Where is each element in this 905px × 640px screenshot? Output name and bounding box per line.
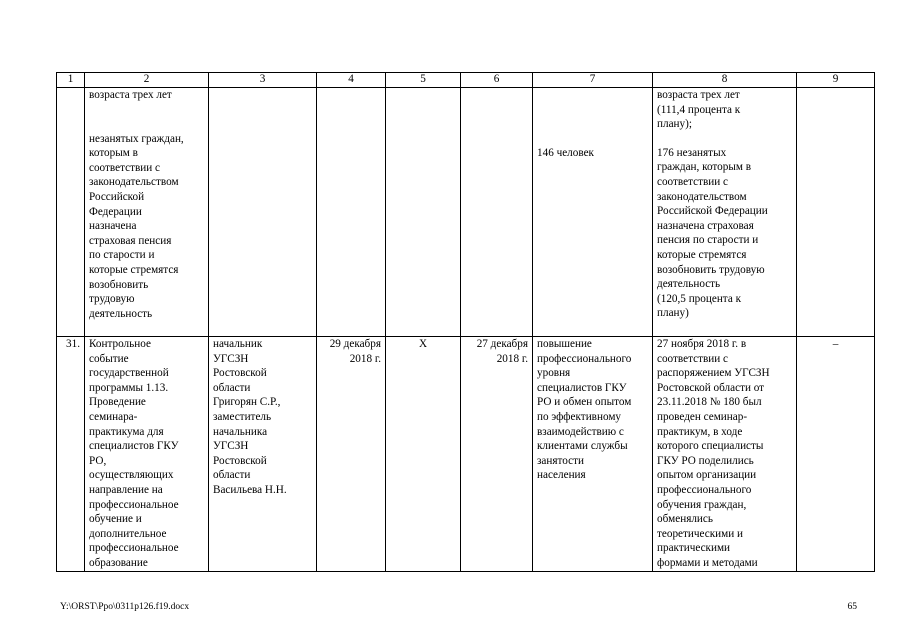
cell-text: 27 ноября 2018 г. в соответствии с распоряжением УГСЗН Ростовской области от 23.11.2018 № 180 был проведен семинар- практикум, в ходе которого специалисты ГКУ РО поделились опытом организации профессионального обучения граждан, обменялись теоретическими и практическими формами и методами [657, 338, 770, 569]
table-cell-result-plan [533, 337, 653, 572]
cell-text: 27 декабря 2018 г. [476, 338, 528, 365]
cell-text: 29 декабря 2018 г. [329, 338, 381, 365]
cell-text: 176 незанятых граждан, которым в соответствии с законодательством Российской Федерации назначена страховая пенсия по старости и которые стремятся возобновить трудовую деятельность (120,5 процента к плану) [657, 146, 768, 320]
table-cell-date-plan [317, 337, 386, 572]
table-cell-num [57, 337, 85, 572]
file-path: Y:\ORST\Ppo\0311p126.f19.docx [60, 602, 190, 612]
table-cell-col5 [386, 337, 461, 572]
table-cell-col9 [797, 88, 875, 337]
page-number: 65 [847, 602, 857, 612]
table-cell-result-fact [653, 337, 797, 572]
table-header-row [57, 73, 875, 88]
cell-text: возраста трех лет [89, 89, 172, 101]
header-cell: 7 [533, 73, 653, 88]
cell-text: возраста трех лет (111,4 процента к плану); [657, 89, 741, 131]
header-cell: 8 [653, 73, 797, 88]
table-row [57, 337, 875, 572]
table-cell-responsible [209, 337, 317, 572]
spacer [657, 132, 792, 146]
cell-text: Контрольное событие государственной программы 1.13. Проведение семинара- практикума для специалистов ГКУ РО, осуществляющих направление на профессиональное обучение и дополнительное профессиональное образование [89, 338, 179, 569]
spacer [89, 103, 204, 132]
table-cell-event [85, 337, 209, 572]
spacer [537, 88, 648, 146]
header-cell: 9 [797, 73, 875, 88]
table-cell-col5 [386, 88, 461, 337]
cell-text: – [832, 338, 839, 350]
cell-text: начальник УГСЗН Ростовской области Григорян С.Р., заместитель начальника УГСЗН Ростовской области Васильева Н.Н. [213, 338, 287, 496]
row-number: 31. [66, 338, 80, 350]
table-cell-date-fact [461, 337, 533, 572]
header-cell: 5 [386, 73, 461, 88]
cell-text: повышение профессионального уровня специалистов ГКУ РО и обмен опытом по эффективному взаимодействию с клиентами службы занятости населения [537, 338, 632, 482]
table-row [57, 88, 875, 337]
table-cell-responsible [209, 88, 317, 337]
cell-text: X [418, 338, 428, 350]
table-cell-result-fact [653, 88, 797, 337]
header-cell: 4 [317, 73, 386, 88]
table-cell-col9 [797, 337, 875, 572]
header-cell: 1 [57, 73, 85, 88]
header-cell: 3 [209, 73, 317, 88]
table-cell-date-fact [461, 88, 533, 337]
table-cell-date-plan [317, 88, 386, 337]
table-cell-num [57, 88, 85, 337]
header-cell: 2 [85, 73, 209, 88]
header-cell: 6 [461, 73, 533, 88]
table-cell-event [85, 88, 209, 337]
cell-text: 146 человек [537, 147, 594, 159]
report-table [56, 72, 875, 572]
table-cell-result-plan [533, 88, 653, 337]
cell-text: незанятых граждан, которым в соответствии с законодательством Российской Федерации назначена страховая пенсия по старости и которые стремятся возобновить трудовую деятельность [89, 132, 184, 320]
